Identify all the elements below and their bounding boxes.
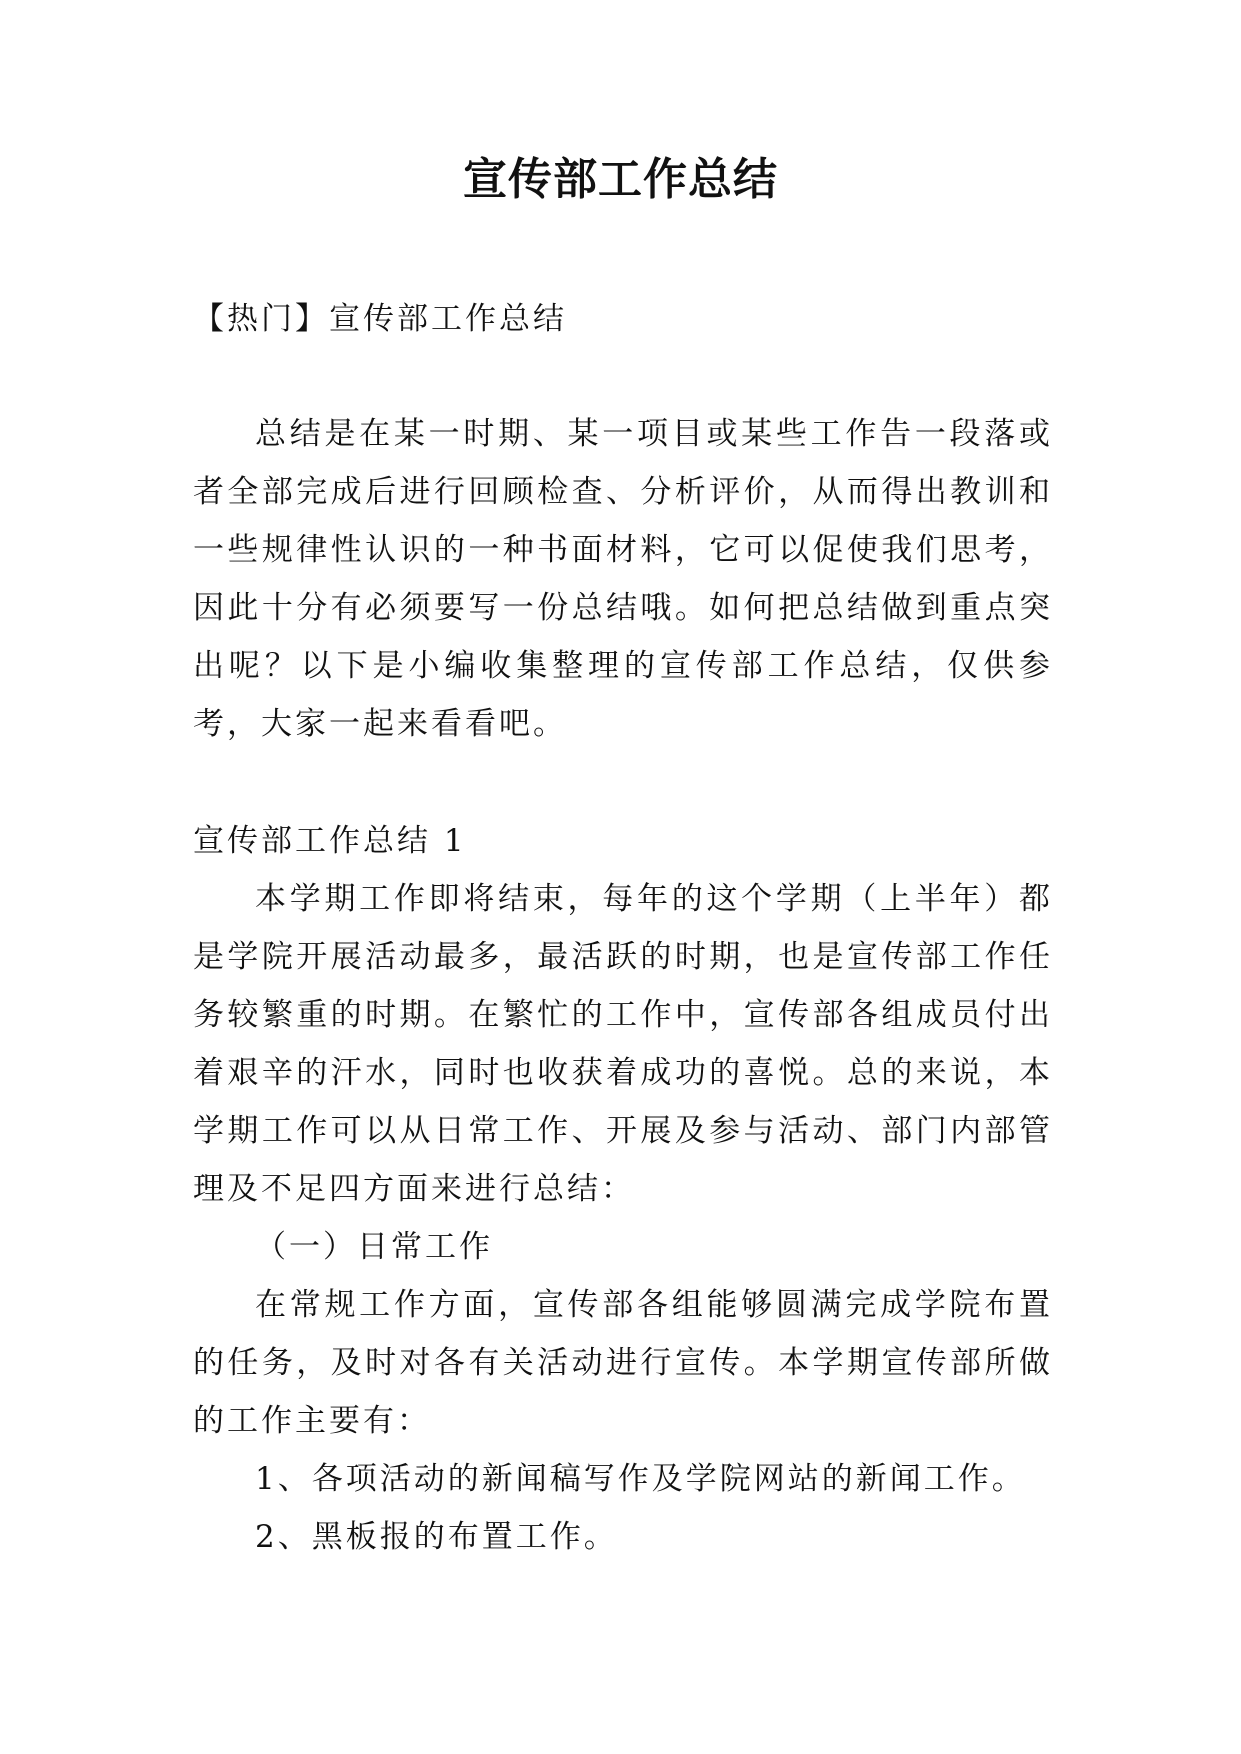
list-item: 2、黑板报的布置工作。: [255, 1519, 618, 1555]
intro-block: [193, 405, 1053, 753]
hot-title-line: 【热门】宣传部工作总结: [193, 301, 567, 337]
document-title: 宣传部工作总结: [463, 154, 778, 205]
hot-title-block: [193, 290, 1053, 348]
section-1-paragraph-1: 本学期工作即将结束，每年的这个学期（上半年）都是学院开展活动最多，最活跃的时期，也是宣传部工作任务较繁重的时期。在繁忙的工作中，宣传部各组成员付出着艰辛的汗水，同时也收获着成功的喜悦。总的来说，本学期工作可以从日常工作、开展及参与活动、部门内部管理及不足四方面来进行总结：: [193, 881, 1053, 1207]
intro-paragraph: 总结是在某一时期、某一项目或某些工作告一段落或者全部完成后进行回顾检查、分析评价，从而得出教训和一些规律性认识的一种书面材料，它可以促使我们思考，因此十分有必须要写一份总结哦。如何把总结做到重点突出呢？以下是小编收集整理的宣传部工作总结，仅供参考，大家一起来看看吧。: [193, 416, 1053, 742]
section-1-subheading: （一）日常工作: [255, 1229, 493, 1265]
list-item: 1、各项活动的新闻稿写作及学院网站的新闻工作。: [255, 1461, 1026, 1497]
section-1-paragraph-2: 在常规工作方面，宣传部各组能够圆满完成学院布置的任务，及时对各有关活动进行宣传。本学期宣传部所做的工作主要有：: [193, 1287, 1053, 1439]
section-1: [193, 812, 1053, 1566]
section-1-heading: 宣传部工作总结 1: [193, 823, 467, 859]
